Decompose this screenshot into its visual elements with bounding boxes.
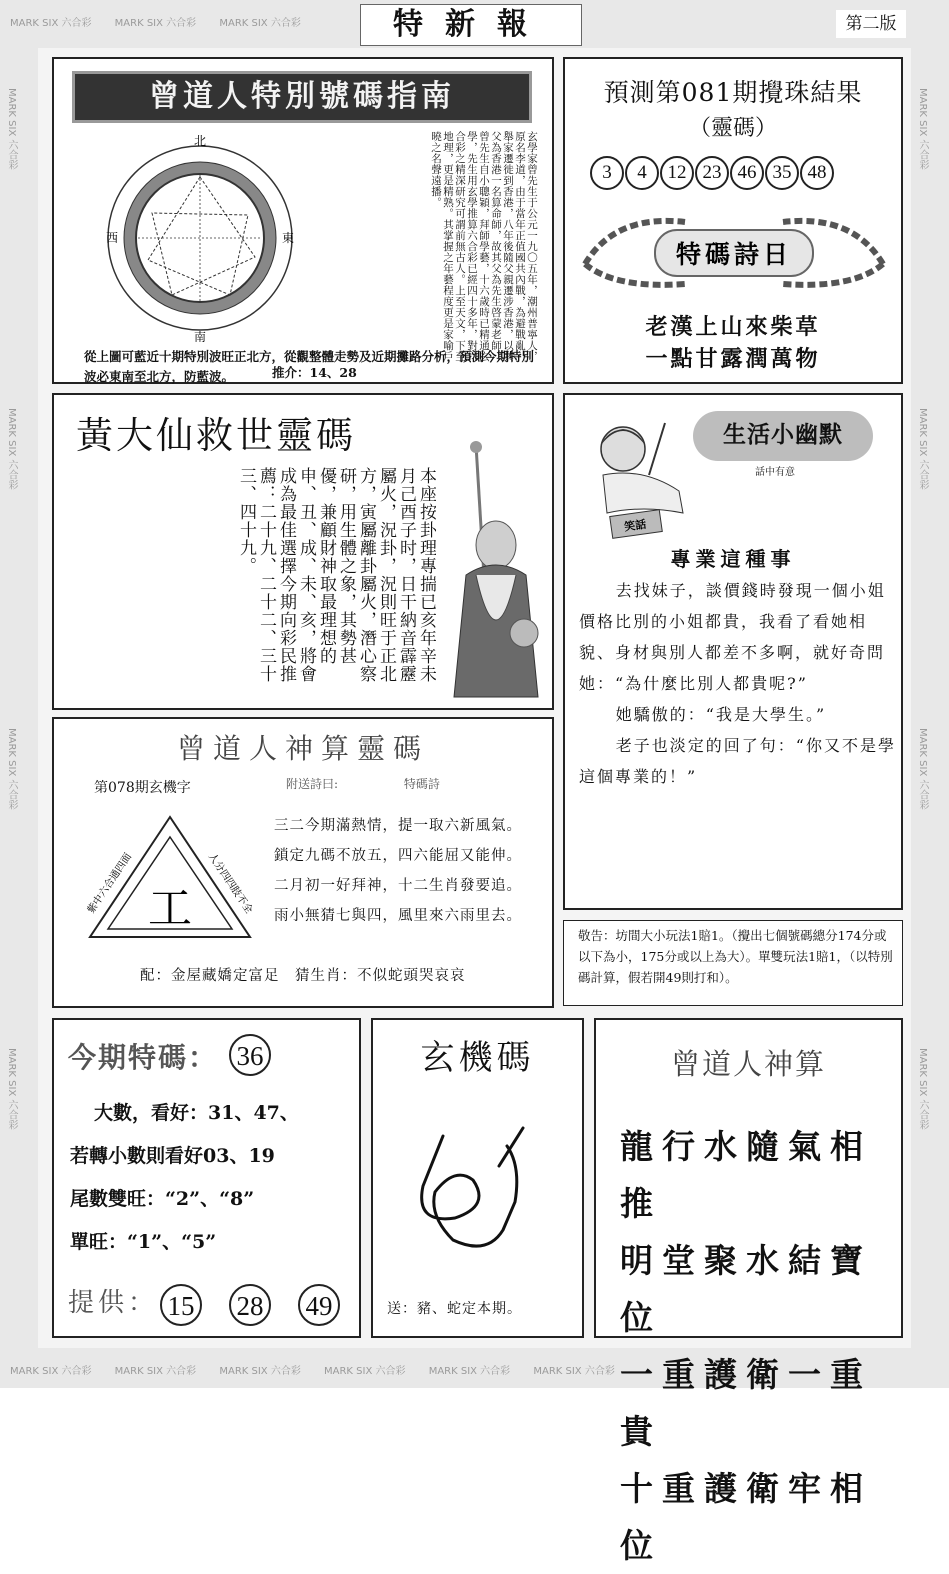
- prediction-poem: [565, 311, 901, 375]
- verse-row: 龍行水隨氣相推: [620, 1127, 872, 1223]
- special-lines: [70, 1092, 299, 1264]
- watermark: MARK SIX 六合彩: [6, 1048, 17, 1130]
- prediction-panel: [563, 57, 903, 384]
- guide-title: 曾道人特別號碼指南: [72, 71, 532, 123]
- compass-east: 東: [282, 231, 295, 245]
- ball: 12: [660, 156, 694, 190]
- verse-row: 十重護衛牢相位: [620, 1469, 872, 1565]
- special-number: 36: [229, 1034, 271, 1076]
- watermark: MARK SIX 六合彩: [917, 1048, 928, 1130]
- ball: 48: [800, 156, 834, 190]
- poem-line: 鎖定九碼不放五，四六能屈又能伸。: [274, 848, 522, 864]
- watermark: MARK SIX 六合彩: [917, 728, 928, 810]
- special-line: 大數，看好：31、47、: [94, 1102, 299, 1124]
- watermark: MARK SIX 六合彩: [324, 1366, 406, 1377]
- triangle-character: 工: [148, 883, 192, 934]
- huang-text: 本座按卦理專揣已亥年辛未月己酉子时，日干納音霹靂屬火，況卦，況則旺于正北方，寅屬離卦屬火，潛心察研，用生體之象，其勢甚優，兼顧財神取最理想的申、丑、成、未、亥，將會成為最佳選擇今期向彩民推薦：二十九、二十二、三十三、四十九。: [236, 467, 436, 683]
- watermark: MARK SIX 六合彩: [10, 18, 92, 29]
- god-code-issue: 第078期玄機字: [94, 780, 191, 796]
- xuanji-title: 玄機碼: [420, 1038, 535, 1078]
- watermark: MARK SIX 六合彩: [219, 1366, 301, 1377]
- poem-line: 三二今期滿熱情，提一取六新風氣。: [274, 818, 522, 834]
- watermark: MARK SIX 六合彩: [6, 408, 17, 490]
- label-poem: 附送詩曰:: [286, 777, 339, 791]
- verse-row: 明堂聚水結寶位: [620, 1241, 872, 1337]
- poem-title: 特碼詩日: [675, 240, 793, 269]
- story-text: [579, 575, 897, 792]
- watermark: MARK SIX 六合彩: [6, 728, 17, 810]
- watermark: MARK SIX 六合彩: [428, 1366, 511, 1377]
- xuanji-footer: 送：豬、蛇定本期。: [387, 1301, 522, 1317]
- poem-line: 雨小無猜七與四，風里來六雨里去。: [274, 908, 522, 924]
- god-code-panel: [52, 717, 554, 1008]
- triangle-left-text: 紫中六合通四面: [85, 851, 135, 916]
- poem-line: 二月初一好拜神，十二生肖發要追。: [274, 878, 522, 894]
- god-code-pair: 配：金屋藏嬌定富足 猜生肖：不似蛇頭哭哀哀: [140, 968, 466, 984]
- watermark: MARK SIX 六合彩: [917, 88, 928, 170]
- watermark: MARK SIX 六合彩: [917, 408, 928, 490]
- prediction-subtitle: （靈碼）: [688, 116, 777, 141]
- edition-label: 第二版: [836, 10, 906, 38]
- humor-subtitle: 話中有意: [755, 467, 795, 478]
- story-title: 專業這種事: [670, 547, 796, 571]
- triangle-right-text: 人分四四肢不全: [205, 851, 255, 916]
- masthead-title: 特新報: [360, 4, 582, 46]
- guide-recommend: 推介：14、28: [272, 365, 357, 380]
- zeng-title: 曾道人神算: [670, 1047, 826, 1081]
- special-head: 今期特碼：: [68, 1041, 219, 1074]
- story-paragraph: 老子也淡定的回了句：“你又不是學這個專業的！”: [579, 736, 896, 786]
- story-paragraph: 她驕傲的：“我是大學生。”: [615, 705, 827, 724]
- god-code-title: 曾道人神算靈碼: [176, 732, 429, 765]
- wreath-banner: [575, 204, 893, 304]
- huang-panel: [52, 393, 554, 710]
- special-line: 若轉小數則看好03、19: [70, 1145, 275, 1167]
- humor-panel: [563, 393, 903, 910]
- watermark: MARK SIX 六合彩: [114, 1366, 197, 1377]
- poem-line: 一點甘露潤萬物: [645, 346, 821, 372]
- special-line: 尾數雙旺：“2”、“8”: [70, 1188, 255, 1210]
- ball: 35: [765, 156, 799, 190]
- label-special: 特碼詩: [403, 777, 440, 791]
- provide-number: 28: [229, 1284, 271, 1326]
- provide-label: 提供：: [68, 1288, 159, 1318]
- watermark: MARK SIX 六合彩: [219, 18, 301, 29]
- prediction-balls: [590, 156, 834, 190]
- poem-line: 老漢上山來柴草: [645, 314, 821, 340]
- watermark: MARK SIX 六合彩: [10, 1366, 92, 1377]
- huang-title: 黃大仙救世靈碼: [76, 414, 356, 457]
- ball: 23: [695, 156, 729, 190]
- right-border-strip: [911, 48, 949, 1348]
- watermark: MARK SIX 六合彩: [6, 88, 17, 170]
- watermark: MARK SIX 六合彩: [533, 1366, 615, 1377]
- ball: 4: [625, 156, 659, 190]
- humor-badge: 生活小幽默: [693, 411, 873, 461]
- compass-west: 西: [106, 231, 119, 245]
- guide-panel: [52, 57, 554, 384]
- watermark: MARK SIX 六合彩: [114, 18, 197, 29]
- mystery-scribble: [403, 1106, 553, 1256]
- verse-row: 一重護衛一重貴: [620, 1355, 872, 1451]
- provide-number: 49: [298, 1284, 340, 1326]
- zeng-panel: [594, 1018, 903, 1565]
- story-paragraph: 去找妹子，談價錢時發現一個小姐價格比別的小姐都貴，我看了看她相貌、身材與別人都差不多啊，就好奇問她：“為什麼比別人都貴呢?”: [579, 581, 886, 693]
- compass-north: 北: [193, 135, 207, 148]
- compass-south: 南: [193, 330, 207, 344]
- left-border-strip: [0, 48, 38, 1348]
- guide-biography: 玄學家曾先生于公元一九〇五年，潮州普寧人，原名李道，由于當年正值國共內戰，為避戰亂，舉家遷徙到香港，八年後隨父親遷涉香港，以其父為香港一名算命師，故其父為先生啓蒙老師。曾先生自小聰穎，拜師學藝，十六歲時已精通玄學，先生用玄學推算六合彩已經四十多年，對六合彩之精深研究可謂前無古人。上至天文，下至地理，更是精熟。其掌握之年藝程度更是家喻戶曉之名聲遠播。: [430, 131, 538, 362]
- special-line: 單旺：“1”、“5”: [70, 1231, 217, 1253]
- mystery-triangle: [70, 797, 270, 957]
- rules-notice: 敬告：坊間大小玩法1賠1。（攪出七個號碼總分174分或以下為小，175分或以上為大）。單雙玩法1賠1，（以特別碼計算，假若開49則打和）。: [563, 920, 903, 1006]
- ball: 46: [730, 156, 764, 190]
- cartoon-sign: 笑話: [623, 517, 648, 534]
- xuanji-panel: [371, 1018, 584, 1338]
- zeng-verse: [620, 1118, 901, 1574]
- sage-figure: [446, 435, 546, 705]
- prediction-title: 預測第081期攪珠結果: [603, 78, 863, 107]
- god-code-labels: [286, 775, 502, 792]
- compass-diagram: [100, 135, 300, 345]
- ball: 3: [590, 156, 624, 190]
- guide-analysis: 從上圖可藍近十期特別波旺正北方，從觀整體走勢及近期攤路分析，預測今期特別波必東南至北方，防藍波。: [84, 349, 535, 384]
- god-code-poem: [274, 811, 522, 931]
- special-panel: [52, 1018, 361, 1338]
- provide-number: 15: [160, 1284, 202, 1326]
